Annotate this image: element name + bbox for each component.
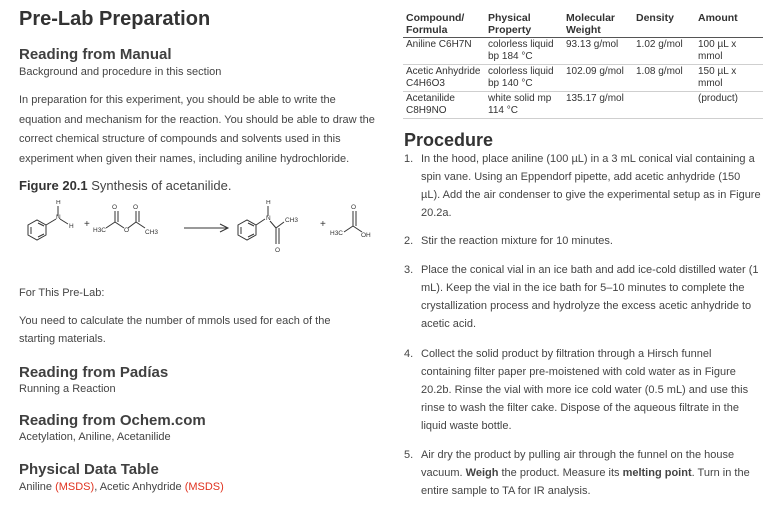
step-text-bold: melting point bbox=[622, 467, 692, 479]
property-line-1: colorless liquid bbox=[488, 39, 554, 50]
figure-label: Figure 20.1 bbox=[19, 178, 88, 193]
manual-heading: Reading from Manual bbox=[19, 46, 172, 63]
anhydride-label: , Acetic Anhydride bbox=[94, 481, 185, 493]
table-header-row bbox=[403, 12, 763, 38]
step-number: 1. bbox=[404, 153, 414, 165]
procedure-step-3 bbox=[404, 261, 762, 333]
intro-paragraph: In preparation for this experiment, you should be able to write the equation and mechanism for the reaction. You should be able to draw the correct chemical structure of compounds and solvents used in this experiment when given their names, including aniline hydrochloride. bbox=[19, 94, 375, 165]
physical-data-heading: Physical Data Table bbox=[19, 461, 159, 478]
col-header-property: Physical Property bbox=[485, 12, 563, 38]
property-line-1: white solid mp bbox=[488, 93, 552, 104]
compound-name: Acetanilide bbox=[406, 93, 455, 104]
step-text-part: Air dry the product by pulling air through the funnel on the house vacuum. bbox=[421, 449, 735, 479]
scheme-o5: O bbox=[351, 204, 357, 211]
col-header-amount: Amount bbox=[695, 12, 763, 38]
cell-amount: (product) bbox=[695, 92, 763, 119]
scheme-o3: O bbox=[133, 204, 139, 211]
acetanilide-synthesis-scheme bbox=[14, 200, 384, 262]
ochem-subtitle: Acetylation, Aniline, Acetanilide bbox=[19, 431, 171, 443]
step-text-part: the product. Measure its bbox=[498, 467, 623, 479]
scheme-o2: O bbox=[124, 227, 130, 234]
physical-data-table bbox=[403, 12, 763, 119]
padias-subtitle: Running a Reaction bbox=[19, 383, 116, 395]
cell-mw: 93.13 g/mol bbox=[563, 38, 633, 65]
step-number: 5. bbox=[404, 449, 414, 461]
procedure-step-4 bbox=[404, 345, 762, 435]
col-header-density: Density bbox=[633, 12, 695, 38]
compound-formula: C4H6O3 bbox=[406, 77, 445, 89]
scheme-plus-2: + bbox=[320, 219, 326, 230]
figure-caption-text: Synthesis of acetanilide. bbox=[87, 178, 232, 193]
cell-compound: Aniline C6H7N bbox=[403, 38, 485, 65]
table-row bbox=[403, 92, 763, 119]
bond bbox=[46, 219, 56, 225]
step-text: Stir the reaction mixture for 10 minutes. bbox=[421, 235, 613, 247]
cell-mw: 135.17 g/mol bbox=[563, 92, 633, 119]
cell-density: 1.08 g/mol bbox=[633, 65, 695, 92]
ochem-heading: Reading from Ochem.com bbox=[19, 412, 206, 429]
cell-property bbox=[485, 38, 563, 65]
cell-density bbox=[633, 92, 695, 119]
scheme-h3c-2: H3C bbox=[330, 230, 344, 237]
scheme-ch3-2: CH3 bbox=[285, 217, 299, 224]
property-line-2: bp 140 °C bbox=[488, 77, 533, 89]
scheme-oh: OH bbox=[361, 232, 371, 239]
aniline-msds-link[interactable]: (MSDS) bbox=[55, 481, 95, 493]
page-title: Pre-Lab Preparation bbox=[19, 8, 211, 30]
col-header-mw: Molecular Weight bbox=[563, 12, 633, 38]
step-text-part: . Turn in the entire sample to TA for IR analysis. bbox=[421, 467, 750, 497]
for-this-prelab: For This Pre-Lab: bbox=[19, 287, 105, 299]
property-line-2: bp 184 °C bbox=[488, 50, 533, 62]
step-number: 2. bbox=[404, 235, 414, 247]
scheme-n1: N bbox=[56, 214, 61, 221]
msds-links bbox=[19, 481, 224, 493]
cell-density: 1.02 g/mol bbox=[633, 38, 695, 65]
scheme-o4: O bbox=[275, 247, 281, 254]
calc-paragraph: You need to calculate the number of mmols used for each of the starting materials. bbox=[19, 315, 331, 345]
cell-compound bbox=[403, 65, 485, 92]
manual-subtitle: Background and procedure in this section bbox=[19, 66, 222, 78]
cell-property bbox=[485, 65, 563, 92]
cell-mw: 102.09 g/mol bbox=[563, 65, 633, 92]
scheme-h4: H bbox=[266, 200, 271, 206]
scheme-h2: H bbox=[69, 223, 74, 230]
scheme-h3c-1: H3C bbox=[93, 227, 107, 234]
procedure-step-2 bbox=[404, 232, 762, 250]
cell-amount: 100 µL x mmol bbox=[695, 38, 763, 65]
property-line-1: colorless liquid bbox=[488, 66, 554, 77]
scheme-h1: H bbox=[56, 200, 61, 206]
compound-formula: C8H9NO bbox=[406, 104, 447, 116]
cell-compound bbox=[403, 92, 485, 119]
procedure-heading: Procedure bbox=[404, 130, 494, 150]
table-row bbox=[403, 65, 763, 92]
aniline-label: Aniline bbox=[19, 481, 56, 493]
step-text bbox=[421, 446, 762, 500]
procedure-step-5 bbox=[404, 446, 762, 500]
scheme-ch3-1: CH3 bbox=[145, 229, 159, 236]
step-text-bold: Weigh bbox=[465, 467, 499, 479]
step-text: Place the conical vial in an ice bath and add ice-cold distilled water (1 mL). Keep the vial in the ice bath for 5–10 minutes to complete the crystallization process and hydrolyze the excess acetic anhydride to acetic acid. bbox=[421, 264, 759, 330]
scheme-n2: N bbox=[266, 215, 271, 222]
figure-caption bbox=[19, 178, 231, 193]
step-number: 3. bbox=[404, 264, 414, 276]
compound-name: Acetic Anhydride bbox=[406, 66, 481, 77]
padias-heading: Reading from Padías bbox=[19, 364, 169, 381]
table-row bbox=[403, 38, 763, 65]
step-text: In the hood, place aniline (100 µL) in a 3 mL conical vial containing a spin vane. Using an Eppendorf pipette, add acetic anhydride (150 µL). Add the air condenser to give the experimental setup as in Figure 20.2a. bbox=[421, 153, 761, 219]
step-number: 4. bbox=[404, 348, 414, 360]
procedure-step-1 bbox=[404, 150, 762, 222]
property-line-2: 114 °C bbox=[488, 104, 518, 116]
acetic-anhydride-msds-link[interactable]: (MSDS) bbox=[184, 481, 224, 493]
col-header-compound: Compound/ Formula bbox=[403, 12, 485, 38]
scheme-plus-1: + bbox=[84, 219, 90, 230]
scheme-o1: O bbox=[112, 204, 118, 211]
cell-amount: 150 µL x mmol bbox=[695, 65, 763, 92]
cell-property bbox=[485, 92, 563, 119]
step-text: Collect the solid product by filtration through a Hirsch funnel containing filter paper pre-moistened with cold water as in Figure 20.2b. Rinse the vial with more ice cold water (0.5 mL) and use this rinse to wash the filter cake. Dispose of the aqueous filtrate in the liquid waste bottle. bbox=[421, 348, 749, 432]
